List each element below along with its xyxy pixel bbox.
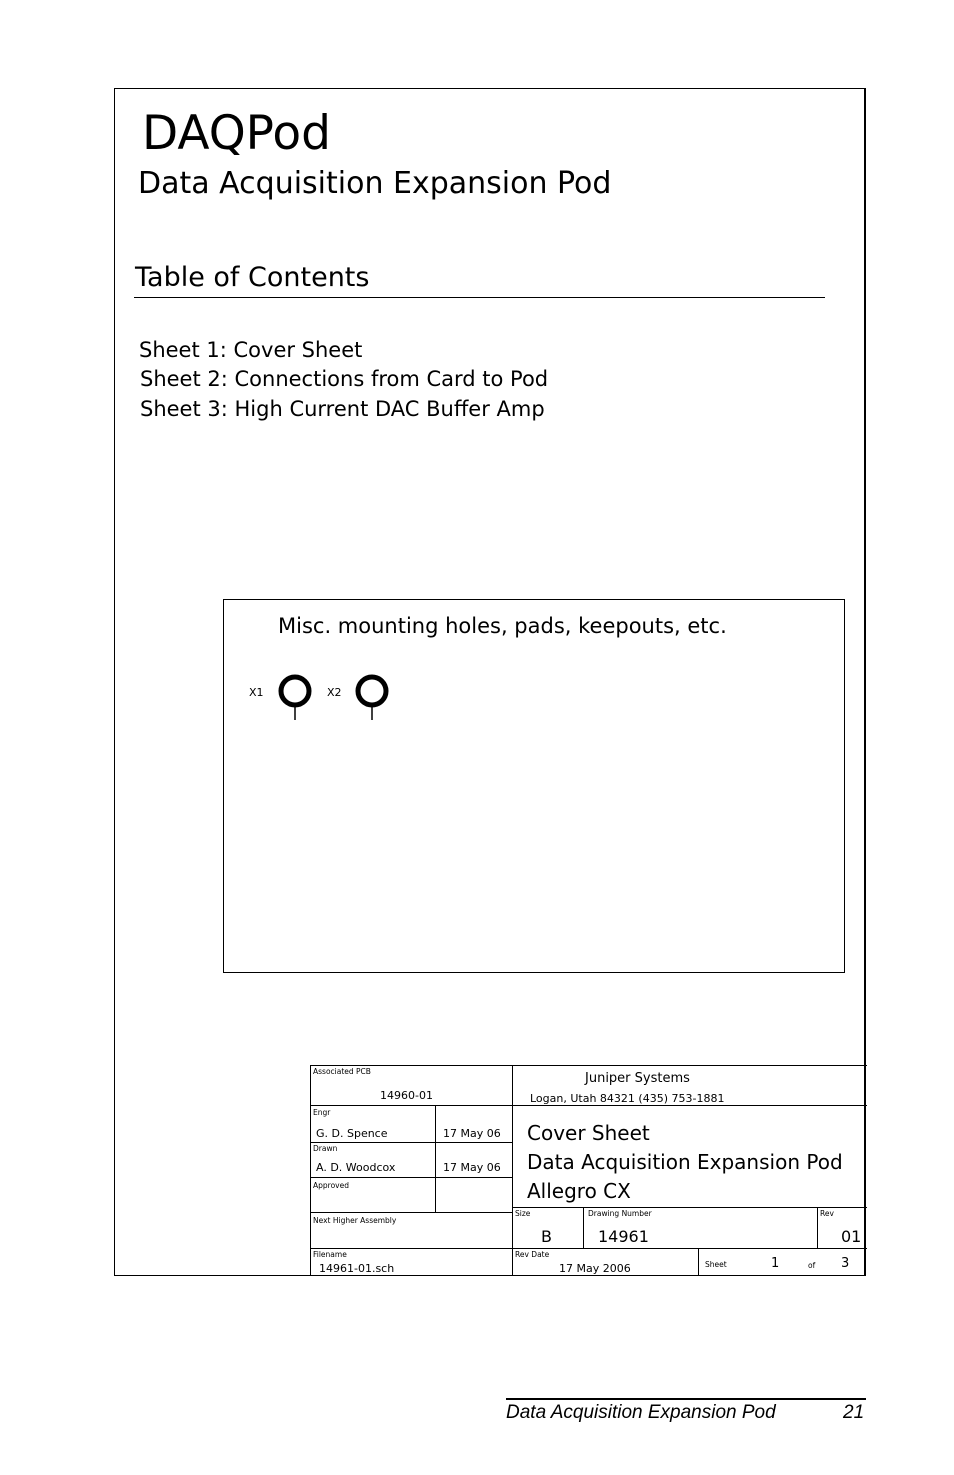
page-subtitle: Data Acquisition Expansion Pod <box>138 166 612 201</box>
sheet-number: 1 <box>771 1256 780 1271</box>
rev-date-value: 17 May 2006 <box>559 1262 631 1275</box>
sheet-label: Sheet <box>705 1260 727 1269</box>
engr-label: Engr <box>313 1108 331 1117</box>
drawing-number-value: 14961 <box>598 1227 649 1246</box>
drawing-number-label: Drawing Number <box>588 1209 652 1218</box>
footer-divider <box>506 1398 866 1400</box>
company-address: Logan, Utah 84321 (435) 753-1881 <box>530 1092 725 1105</box>
footer-title: Data Acquisition Expansion Pod <box>506 1402 776 1423</box>
sheet-title-line: Allegro CX <box>527 1179 631 1203</box>
associated-pcb-label: Associated PCB <box>313 1067 371 1076</box>
toc-item: Sheet 3: High Current DAC Buffer Amp <box>140 397 545 421</box>
page-number: 21 <box>843 1402 865 1423</box>
company-name: Juniper Systems <box>585 1071 690 1086</box>
hole-label-x1: X1 <box>249 686 264 699</box>
mounting-holes-box <box>223 599 845 973</box>
toc-divider <box>134 297 825 298</box>
filename-label: Filename <box>313 1250 347 1259</box>
rev-label: Rev <box>820 1209 834 1218</box>
mounting-holes-label: Misc. mounting holes, pads, keepouts, etc. <box>278 614 727 638</box>
engr-date: 17 May 06 <box>443 1127 501 1140</box>
engr-value: G. D. Spence <box>316 1127 388 1140</box>
filename-value: 14961-01.sch <box>319 1262 395 1275</box>
sheet-title-line: Data Acquisition Expansion Pod <box>527 1150 843 1174</box>
associated-pcb-value: 14960-01 <box>380 1089 433 1102</box>
drawn-value: A. D. Woodcox <box>316 1161 396 1174</box>
rev-value: 01 <box>841 1227 862 1246</box>
sheet-title-line: Cover Sheet <box>527 1121 650 1145</box>
approved-label: Approved <box>313 1181 349 1190</box>
of-label: of <box>808 1261 816 1270</box>
size-label: Size <box>515 1209 531 1218</box>
drawn-date: 17 May 06 <box>443 1161 501 1174</box>
mounting-hole-icon <box>277 674 313 722</box>
size-value: B <box>541 1227 552 1246</box>
hole-label-x2: X2 <box>327 686 342 699</box>
drawn-label: Drawn <box>313 1144 338 1153</box>
page-title: DAQPod <box>142 106 331 161</box>
toc-item: Sheet 1: Cover Sheet <box>139 338 363 362</box>
sheet-total: 3 <box>841 1256 850 1271</box>
mounting-hole-icon <box>354 674 390 722</box>
rev-date-label: Rev Date <box>515 1250 550 1259</box>
toc-heading: Table of Contents <box>135 262 370 293</box>
toc-item: Sheet 2: Connections from Card to Pod <box>140 367 549 391</box>
next-assembly-label: Next Higher Assembly <box>313 1216 397 1225</box>
